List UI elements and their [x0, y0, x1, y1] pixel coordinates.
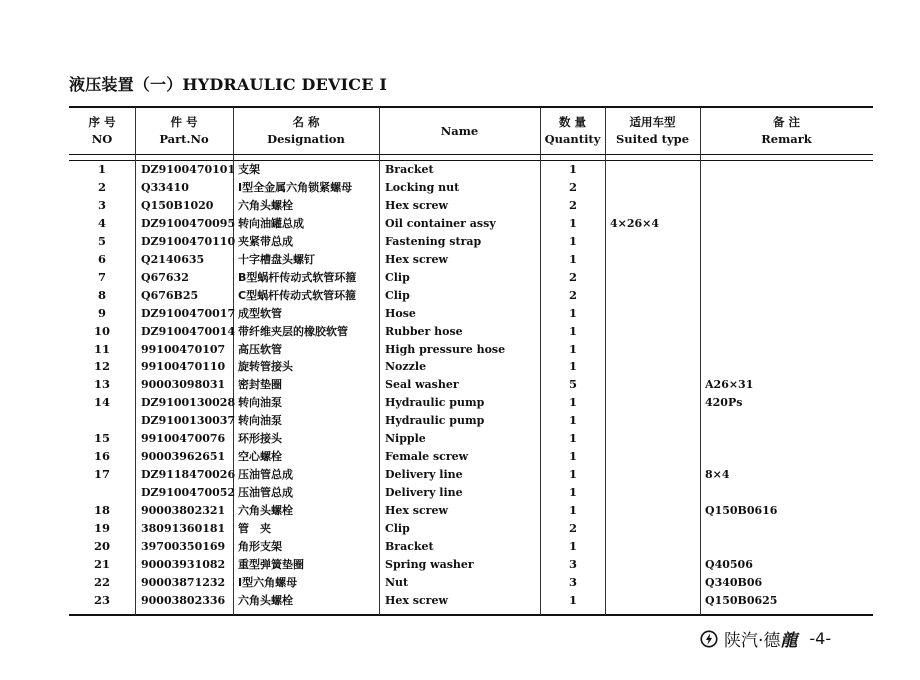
remark [705, 161, 865, 179]
part-number: Q676B25 [141, 288, 199, 302]
name-en: Delivery line [385, 486, 463, 500]
quantity: 2 [568, 269, 577, 284]
part-number: 39700350169 [141, 539, 226, 553]
row-no: 6 [97, 251, 106, 266]
quantity: 2 [568, 521, 577, 535]
quantity: 2 [568, 179, 577, 194]
suited-type [610, 394, 700, 412]
remark [705, 323, 865, 341]
remark: Q150B0625 [705, 593, 778, 607]
name-en: Clip [385, 288, 410, 302]
suited-type [610, 520, 700, 538]
part-number: DZ9118470026 [141, 468, 236, 482]
row-no: 7 [97, 269, 106, 284]
row-no: 23 [93, 592, 110, 607]
designation-cn: 角形支架 [238, 539, 282, 553]
header-suited-type [605, 108, 700, 154]
quantity: 1 [568, 305, 577, 320]
name-en: Delivery line [385, 468, 463, 482]
remark [705, 341, 865, 359]
designation-cn: 夹紧带总成 [238, 234, 293, 248]
row-no: 20 [93, 538, 110, 553]
quantity: 5 [568, 377, 577, 392]
part-number: 90003802336 [141, 593, 226, 607]
row-no: 16 [93, 449, 110, 464]
header-qty-en: Quantity [544, 132, 601, 146]
suited-type [610, 466, 700, 484]
footer-brand [700, 626, 831, 651]
quantity: 1 [568, 413, 577, 428]
name-en: Hydraulic pump [385, 396, 485, 410]
suited-type [610, 448, 700, 466]
remark [705, 233, 865, 251]
remark: Q150B0616 [705, 504, 778, 518]
remark [705, 412, 865, 430]
part-number: 90003871232 [141, 575, 226, 589]
remark [705, 197, 865, 215]
suited-type [610, 305, 700, 323]
quantity: 1 [568, 395, 577, 410]
name-en: Bracket [385, 163, 434, 176]
table-row [69, 466, 873, 484]
part-number: Q33410 [141, 180, 189, 194]
designation-cn: 压油管总成 [238, 468, 293, 482]
part-number: DZ9100130037 [141, 414, 236, 428]
part-number: 90003098031 [141, 378, 226, 392]
suited-type [610, 341, 700, 359]
designation-cn: 转向油罐总成 [238, 216, 304, 230]
row-no: 13 [93, 377, 110, 392]
name-en: Locking nut [385, 180, 460, 194]
row-no: 5 [97, 233, 106, 248]
name-en: Female screw [385, 450, 469, 464]
name-en: Hex screw [385, 593, 448, 607]
designation-cn: 空心螺栓 [238, 450, 282, 464]
designation-cn: B型蜗杆传动式软管环箍 [238, 270, 357, 284]
table-row [69, 556, 873, 574]
quantity: 1 [568, 485, 577, 500]
suited-type [610, 574, 700, 592]
remark: Q340B06 [705, 575, 763, 589]
header-no-cn: 序 号 [88, 115, 116, 129]
table-row [69, 341, 873, 359]
table-row [69, 233, 873, 251]
designation-cn: 六角头螺栓 [238, 198, 293, 212]
designation-cn: 六角头螺栓 [238, 593, 293, 607]
suited-type [610, 161, 700, 179]
designation-cn: 旋转管接头 [238, 360, 293, 374]
remark [705, 358, 865, 376]
table-row [69, 251, 873, 269]
designation-cn: 十字槽盘头螺钉 [238, 252, 315, 266]
page-number: -4- [809, 629, 832, 648]
part-number: 99100470076 [141, 432, 226, 446]
name-en: Oil container assy [385, 216, 496, 230]
quantity: 1 [568, 359, 577, 374]
name-en: Nipple [385, 432, 426, 446]
table-row [69, 323, 873, 341]
remark: 8×4 [705, 468, 730, 482]
quantity: 3 [568, 574, 577, 589]
name-en: High pressure hose [385, 342, 506, 356]
part-number: DZ9100470095 [141, 216, 236, 230]
table-row [69, 520, 873, 538]
header-part-en: Part.No [159, 132, 209, 146]
part-number: 90003962651 [141, 450, 226, 464]
row-no: 22 [93, 574, 110, 589]
shacman-logo-icon [700, 630, 718, 648]
part-number: 90003931082 [141, 557, 226, 571]
row-no [69, 412, 135, 430]
remark [705, 538, 865, 556]
designation-cn: 转向油泵 [238, 396, 282, 410]
quantity: 1 [568, 592, 577, 607]
table-row [69, 269, 873, 287]
table-row [69, 412, 873, 430]
table-row [69, 448, 873, 466]
suited-type: 4×26×4 [610, 216, 660, 230]
table-row [69, 305, 873, 323]
remark [705, 251, 865, 269]
header-suit-en: Suited type [615, 132, 690, 146]
remark [705, 430, 865, 448]
name-en: Nozzle [385, 360, 427, 374]
suited-type [610, 430, 700, 448]
suited-type [610, 251, 700, 269]
header-name [379, 108, 540, 154]
name-en: Hose [385, 306, 416, 320]
header-bottom-rule [69, 154, 873, 155]
quantity: 1 [568, 323, 577, 338]
quantity: 1 [568, 467, 577, 482]
suited-type [610, 269, 700, 287]
remark: Q40506 [705, 557, 753, 571]
table-row [69, 179, 873, 197]
table-row [69, 430, 873, 448]
row-no: 15 [93, 431, 110, 446]
designation-cn: 带纤维夹层的橡胶软管 [238, 324, 348, 338]
row-no: 9 [97, 305, 106, 320]
part-number: DZ9100470052 [141, 486, 236, 500]
table-row [69, 592, 873, 610]
name-en: Bracket [385, 539, 434, 553]
name-en: Hex screw [385, 198, 448, 212]
suited-type [610, 502, 700, 520]
table-row [69, 215, 873, 233]
quantity: 1 [568, 449, 577, 464]
row-no: 10 [93, 323, 110, 338]
name-en: Hydraulic pump [385, 414, 485, 428]
row-no: 2 [97, 179, 106, 194]
header-part-cn: 件 号 [170, 115, 198, 129]
quantity: 1 [568, 431, 577, 446]
table-row [69, 358, 873, 376]
remark: 420Ps [705, 396, 743, 410]
suited-type [610, 412, 700, 430]
remark [705, 448, 865, 466]
remark [705, 305, 865, 323]
quantity: 1 [568, 251, 577, 266]
header-suit-cn: 适用车型 [629, 115, 676, 129]
designation-cn: 密封垫圈 [238, 378, 282, 392]
designation-cn: C型蜗杆传动式软管环箍 [238, 288, 357, 302]
table-row [69, 502, 873, 520]
name-en: Fastening strap [385, 234, 482, 248]
suited-type [610, 179, 700, 197]
designation-cn: Ⅰ型全金属六角锁紧螺母 [238, 180, 353, 194]
suited-type [610, 556, 700, 574]
designation-cn: 管 夹 [238, 522, 271, 535]
part-number: DZ9100470014 [141, 324, 236, 338]
quantity: 1 [568, 538, 577, 553]
part-number: DZ9100130028 [141, 396, 236, 410]
suited-type [610, 376, 700, 394]
row-no: 11 [93, 341, 110, 356]
remark [705, 215, 865, 233]
suited-type [610, 538, 700, 556]
row-no: 21 [93, 556, 110, 571]
table-row [69, 161, 873, 179]
row-no: 12 [93, 359, 110, 374]
suited-type [610, 484, 700, 502]
page-title: 液压装置（一）HYDRAULIC DEVICE Ⅰ [69, 75, 388, 94]
header-desig-cn: 名 称 [292, 115, 320, 129]
designation-cn: 压油管总成 [238, 486, 293, 500]
header-rem-cn: 备 注 [772, 115, 800, 129]
name-en: Hex screw [385, 252, 448, 266]
suited-type [610, 287, 700, 305]
row-no: 3 [97, 197, 106, 212]
row-no [69, 484, 135, 502]
part-number: DZ9100470017 [141, 306, 236, 320]
header-no-en: NO [91, 132, 113, 146]
header-quantity [540, 108, 605, 154]
part-number: Q150B1020 [141, 198, 214, 212]
quantity: 3 [568, 556, 577, 571]
part-number: 99100470110 [141, 360, 226, 374]
name-en: Clip [385, 270, 410, 284]
header-no [69, 108, 135, 154]
table-row [69, 197, 873, 215]
table-row [69, 574, 873, 592]
part-number: Q2140635 [141, 252, 205, 266]
part-number: DZ9100470101 [141, 163, 236, 176]
name-en: Nut [385, 575, 409, 589]
row-no: 17 [93, 467, 110, 482]
header-part [135, 108, 233, 154]
designation-cn: 成型软管 [238, 306, 282, 320]
suited-type [610, 592, 700, 610]
designation-cn: 重型弹簧垫圈 [238, 557, 304, 571]
designation-cn: 六角头螺栓 [238, 504, 293, 518]
remark [705, 269, 865, 287]
name-en: Clip [385, 522, 410, 535]
name-en: Rubber hose [385, 324, 463, 338]
quantity: 2 [568, 197, 577, 212]
row-no: 14 [93, 395, 110, 410]
quantity: 1 [568, 215, 577, 230]
row-no: 4 [97, 215, 106, 230]
name-en: Seal washer [385, 378, 459, 392]
suited-type [610, 197, 700, 215]
header-name-en: Name [440, 123, 479, 138]
designation-cn: 高压软管 [238, 342, 282, 356]
suited-type [610, 233, 700, 251]
quantity: 1 [568, 162, 577, 176]
row-no: 18 [93, 503, 110, 518]
quantity: 2 [568, 287, 577, 302]
part-number: 90003802321 [141, 504, 226, 518]
quantity: 1 [568, 233, 577, 248]
table-row [69, 287, 873, 305]
remark: A26×31 [705, 378, 754, 392]
footer-brand-text: 陕汽·德 [724, 631, 781, 651]
row-no: 1 [97, 162, 106, 176]
footer-brand-logo-char: 龍 [780, 631, 798, 651]
table-row [69, 484, 873, 502]
part-number: 99100470107 [141, 342, 226, 356]
remark [705, 179, 865, 197]
quantity: 1 [568, 503, 577, 518]
remark [705, 520, 865, 538]
table-row [69, 394, 873, 412]
remark [705, 484, 865, 502]
header-remark [700, 108, 873, 154]
header-designation [233, 108, 379, 154]
name-en: Spring washer [385, 557, 474, 571]
row-no: 8 [97, 287, 106, 302]
table-row [69, 376, 873, 394]
row-no: 19 [93, 521, 110, 535]
part-number: 38091360181 [141, 522, 226, 535]
part-number: DZ9100470110 [141, 234, 236, 248]
header-qty-cn: 数 量 [558, 115, 586, 129]
suited-type [610, 358, 700, 376]
header-rem-en: Remark [761, 132, 812, 146]
table-row [69, 538, 873, 556]
designation-cn: Ⅰ型六角螺母 [238, 575, 298, 589]
designation-cn: 转向油泵 [238, 414, 282, 428]
table-bottom-rule [69, 614, 873, 616]
designation-cn: 支架 [238, 163, 260, 176]
part-number: Q67632 [141, 270, 189, 284]
remark [705, 287, 865, 305]
header-desig-en: Designation [267, 132, 345, 146]
name-en: Hex screw [385, 504, 448, 518]
quantity: 1 [568, 341, 577, 356]
designation-cn: 环形接头 [238, 432, 282, 446]
suited-type [610, 323, 700, 341]
